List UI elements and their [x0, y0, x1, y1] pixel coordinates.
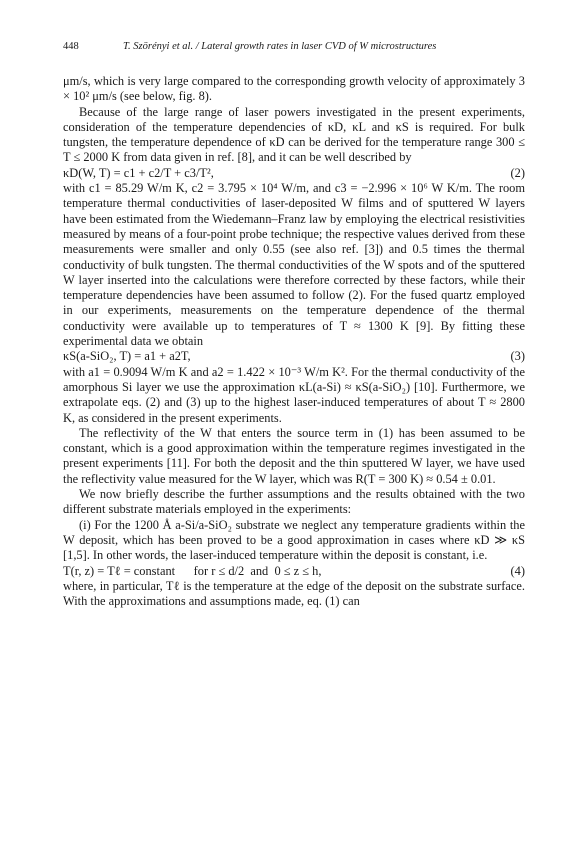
- paragraph: (i) For the 1200 Å a-Si/a-SiO₂ substrate we neglect any temperature gradients within the W deposit, which has been proved to be a good approximation in cases where κD ≫ κS [1,5]. In other words, the laser-induced temperature within the deposit is constant, i.e.: [63, 517, 525, 563]
- equation-number: (4): [510, 563, 525, 578]
- equation: [63, 564, 525, 579]
- body-text: [63, 74, 525, 609]
- equation-expression: κD(W, T) = c1 + c2/T + c3/T²,: [63, 165, 214, 180]
- equation: [63, 166, 525, 181]
- paragraph: with a1 = 0.9094 W/m K and a2 = 1.422 × 10⁻³ W/m K². For the thermal conductivity of the amorphous Si layer we use the approximation κL(a-Si) ≈ κS(a-SiO₂) [10]. Furthermore, we extrapolate eqs. (2) and (3) up to the highest laser-induced temperatures of about T ≈ 2800 K, as considered in the present experiments.: [63, 364, 525, 425]
- equation: [63, 349, 525, 364]
- page-number: 448: [63, 41, 79, 52]
- paragraph: We now briefly describe the further assumptions and the results obtained with the two different substrate materials employed in the experiments:: [63, 487, 525, 517]
- equation-number: (2): [510, 165, 525, 180]
- equation-number: (3): [510, 349, 525, 364]
- paragraph: The reflectivity of the W that enters the source term in (1) has been assumed to be constant, which is a good approximation within the temperature regimes investigated in the present experiments [11]. For both the deposit and the thin sputtered W layer, we have used the reflectivity value measured for the W layer, which was R(T = 300 K) ≈ 0.54 ± 0.01.: [63, 425, 525, 486]
- running-title: T. Szörényi et al. / Lateral growth rates in laser CVD of W microstructures: [123, 41, 437, 52]
- equation-expression: T(r, z) = Tℓ = constant for r ≤ d/2 and 0 ≤ z ≤ h,: [63, 563, 322, 578]
- paragraph: Because of the large range of laser powers investigated in the present experiments, consideration of the temperature dependencies of κD, κL and κS is required. For bulk tungsten, the temperature dependence of κD can be derived for the temperature range 300 ≤ T ≤ 2000 K from data given in ref. [8], and it can be well described by: [63, 104, 525, 165]
- page: [63, 40, 525, 609]
- running-header: [63, 40, 525, 54]
- equation-expression: κS(a-SiO₂, T) = a1 + a2T,: [63, 349, 191, 364]
- paragraph: μm/s, which is very large compared to the corresponding growth velocity of approximately 3 × 10² μm/s (see below, fig. 8).: [63, 74, 525, 104]
- paragraph: where, in particular, Tℓ is the temperature at the edge of the deposit on the substrate surface. With the approximations and assumptions made, eq. (1) can: [63, 578, 525, 609]
- paragraph: with c1 = 85.29 W/m K, c2 = 3.795 × 10⁴ W/m, and c3 = −2.996 × 10⁶ W K/m. The room temperature thermal conductivities of laser-deposited W films and of sputtered W layers have been estimated from the Wiedemann–Franz law by employing the electrical resistivities measured by means of a four-point probe technique; the respective values derived from these measurements were smaller and only 0.55 (see also ref. [3]) and 0.5 times the thermal conductivity of bulk tungsten. The thermal conductivities of the W spots and of the sputtered W layer inserted into the calculations were therefore corrected by these factors, while their temperature dependencies have been assumed to follow (2). For the fused quartz employed in our experiments, measurements on the temperature dependence of the thermal conductivity were available up to temperatures of T ≈ 1300 K [9]. By fitting these experimental data we obtain: [63, 181, 525, 349]
